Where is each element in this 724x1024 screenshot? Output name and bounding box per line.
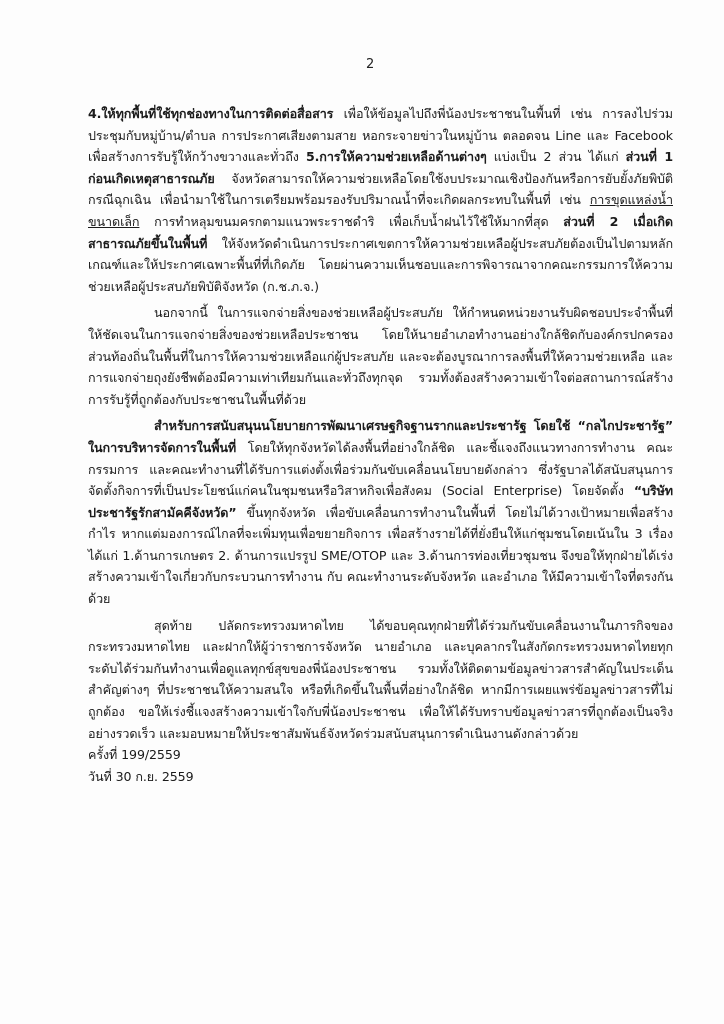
paragraph-text: จังหวัดสามารถให้ความช่วยเหลือโดยใช้งบประมาณเชิงป้องกันหรือการยับยั้งภัยพิบัติกรณีฉุกเฉิน เพื่อนำมาใช้ในการเตรียมพร้อมรองรับปริมาณน้ำที่จะเกิดผลกระทบในพื้นที่ เช่น	[88, 170, 673, 208]
paragraph-text: นอกจากนี้ ในการแจกจ่ายสิ่งของช่วยเหลือผู้ประสบภัย ให้กำหนดหน่วยงานรับผิดชอบประจำพื้นที่ให้ชัดเจนในการแจกจ่ายสิ่งของช่วยเหลือประชาชน โดยให้นายอำเภอทำงานอย่างใกล้ชิดกับองค์กรปกครองส่วนท้องถิ่นในพื้นที่ในการให้ความช่วยเหลือแก่ผู้ประสบภัย และจะต้องบูรณาการลงพื้นที่ให้ความช่วยเหลือ และการแจกจ่ายถุงยังชีพต้องมีความเท่าเทียมกันและทั่วถึงทุกจุด รวมทั้งต้องสร้างความเข้าใจต่อสถานการณ์สร้างการรับรู้ที่ถูกต้องกับประชาชนในพื้นที่ด้วย	[88, 305, 673, 407]
underlined-text: การขุดแหล่งน้ำขนาดเล็ก	[88, 192, 673, 229]
document-body	[88, 103, 673, 787]
paragraph-text: แบ่งเป็น 2 ส่วน ได้แก่	[486, 149, 626, 165]
heading-communication-channels: 4.ให้ทุกพื้นที่ใช้ทุกช่องทางในการติดต่อสื่อสาร	[88, 106, 334, 121]
paragraph-closing	[88, 615, 673, 745]
heading-during-disaster: ส่วนที่ 2 เมื่อเกิดสาธารณภัยขึ้นในพื้นที่	[88, 213, 673, 251]
heading-pracharat-policy: สำหรับการสนับสนุนนโยบายการพัฒนาเศรษฐกิจฐานรากและประชารัฐ โดยใช้ “กลไกประชารัฐ” ในการบริหารจัดการในพื้นที่	[88, 418, 673, 455]
document-footer	[88, 744, 673, 787]
paragraph-relief-distribution	[88, 302, 673, 410]
paragraph-text: การทำหลุมขนมครกตามแนวพระราชดำริ เพื่อเก็บน้ำฝนไว้ใช้ให้มากที่สุด	[139, 213, 564, 229]
heading-assistance: 5.การให้ความช่วยเหลือด้านต่างๆ	[305, 149, 487, 165]
page-number: 2	[366, 57, 375, 72]
paragraph-text: ให้จังหวัดดำเนินการประกาศเขตการให้ความช่วยเหลือผู้ประสบภัยต้องเป็นไปตามหลักเกณฑ์และให้ประกาศเฉพาะพื้นที่ที่เกิดภัย โดยผ่านความเห็นชอบและการพิจารณาจากคณะกรรมการให้ความช่วยเหลือผู้ประสบภัยพิบัติจังหวัด (ก.ช.ภ.จ.)	[88, 235, 673, 294]
company-name: “บริษัทประชารัฐรักสามัคคีจังหวัด”	[88, 483, 673, 520]
issue-date: วันที่ 30 ก.ย. 2559	[88, 768, 194, 784]
paragraph-text: สุดท้าย ปลัดกระทรวงมหาดไทย ได้ขอบคุณทุกฝ่ายที่ได้ร่วมกันขับเคลื่อนงานในภารกิจของกระทรวงมหาดไทย และฝากให้ผู้ว่าราชการจังหวัด นายอำเภอ และบุคลากรในสังกัดกระทรวงมหาดไทยทุกระดับได้ร่วมกันทำงานเพื่อดูแลทุกข์สุขของพี่น้องประชาชน รวมทั้งให้ติดตามข้อมูลข่าวสารสำคัญในประเด็นสำคัญต่างๆ ที่ประชาชนให้ความสนใจ หรือที่เกิดขึ้นในพื้นที่อย่างใกล้ชิด หากมีการเผยแพร่ข้อมูลข่าวสารที่ไม่ถูกต้อง ขอให้เร่งชี้แจงสร้างความเข้าใจกับพี่น้องประชาชน เพื่อให้ได้รับทราบข้อมูลข่าวสารที่ถูกต้องเป็นจริงอย่างรวดเร็ว และมอบหมายให้ประชาสัมพันธ์จังหวัดร่วมสนับสนุนการดำเนินงานดังกล่าวด้วย	[88, 617, 673, 741]
paragraph-text: โดยให้ทุกจังหวัดได้ลงพื้นที่อย่างใกล้ชิด และชี้แจงถึงแนวทางการทำงาน คณะกรรมการ และคณะทำงานที่ได้รับการแต่งตั้งเพื่อร่วมกันขับเคลื่อนนโยบายดังกล่าว ซึ่งรัฐบาลได้สนับสนุนการจัดตั้งกิจการที่เป็นประโยชน์แก่คนในชุมชนหรือวิสาหกิจเพื่อสังคม (Social Enterprise) โดยจัดตั้ง	[88, 439, 673, 499]
paragraph-text: เพื่อให้ข้อมูลไปถึงพี่น้องประชาชนในพื้นที่ เช่น การลงไปร่วมประชุมกับหมู่บ้าน/ตำบล การประกาศเสียงตามสาย หอกระจายข่าวในหมู่บ้าน ตลอดจน Line และ Facebook เพื่อสร้างการรับรู้ให้กว้างขวางและทั่วถึง	[88, 106, 673, 165]
paragraph-pracharat-support	[88, 415, 673, 609]
paragraph-text: ขึ้นทุกจังหวัด เพื่อขับเคลื่อนการทำงานในพื้นที่ โดยไม่ได้วางเป้าหมายเพื่อสร้างกำไร หากแต่มองการณ์ไกลที่จะเพิ่มทุนเพื่อขยายกิจการ เพื่อสร้างรายได้ที่ยั่งยืนให้แก่ชุมชนโดยเน้นใน 3 เรื่อง ได้แก่ 1.ด้านการเกษตร 2. ด้านการแปรรูป SME/OTOP และ 3.ด้านการท่องเที่ยวชุมชน จึงขอให้ทุกฝ่ายได้เร่งสร้างความเข้าใจเกี่ยวกับกระบวนการทำงาน กับ คณะทำงานระดับจังหวัด และอำเภอ ให้มีความเข้าใจที่ตรงกันด้วย	[88, 504, 673, 607]
issue-number: ครั้งที่ 199/2559	[88, 747, 181, 763]
paragraph-communication-and-assistance	[88, 103, 673, 297]
heading-before-disaster: ส่วนที่ 1 ก่อนเกิดเหตุสาธารณภัย	[88, 149, 674, 186]
